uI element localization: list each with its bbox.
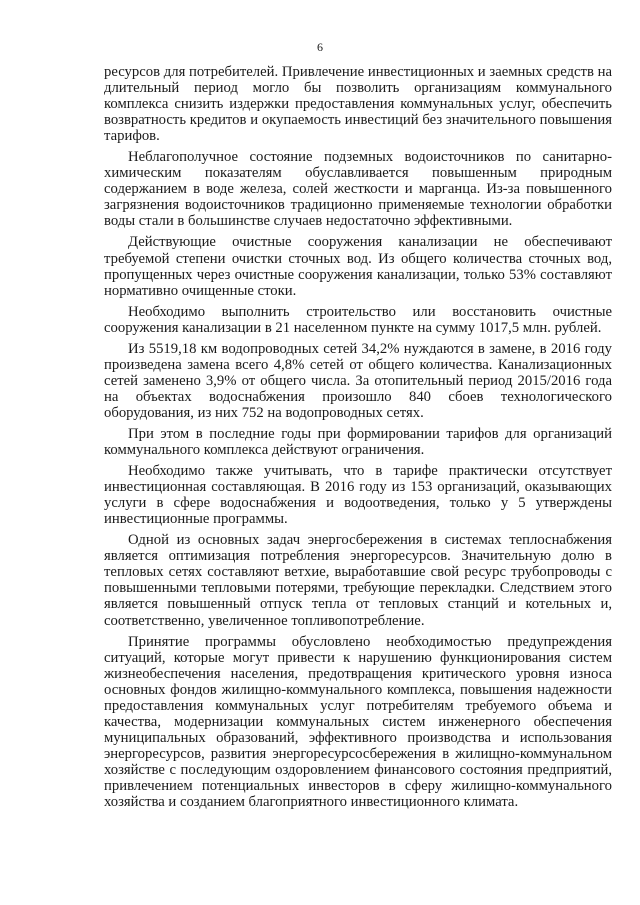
paragraph-continuation: ресурсов для потребителей. Привлечение инвестиционных и заемных средств на длительный период могло бы позволить организациям коммунального комплекса снизить издержки предоставления коммунальных услуг, обеспечить возвратность кредитов и окупаемость инвестиций без значительного повышения тарифов. xyxy=(104,64,612,145)
paragraph-tariff-limits: При этом в последние годы при формировании тарифов для организаций коммунального комплекса действуют ограничения. xyxy=(104,425,612,459)
paragraph-networks: Из 5519,18 км водопроводных сетей 34,2% нуждаются в замене, в 2016 году произведена замена всего 4,8% сетей от общего количества. Канализационных сетей заменено 3,9% от общего числа. За отопительный период 2015/2016 года на объектах водоснабжения произошло 840 сбоев технологического оборудования, из них 752 на водопроводных сетях. xyxy=(104,340,612,421)
paragraph-construction-need: Необходимо выполнить строительство или восстановить очистные сооружения канализации в 21 населенном пункте на сумму 1017,5 млн. рублей. xyxy=(104,303,612,336)
document-body xyxy=(104,64,612,815)
paragraph-treatment-facilities: Действующие очистные сооружения канализации не обеспечивают требуемой степени очистки сточных вод. Из общего количества сточных вод, пропущенных через очистные сооружения канализации, только 53% составляют нормативно очищенные стоки. xyxy=(104,234,612,299)
paragraph-water-sources: Неблагополучное состояние подземных водоисточников по санитарно-химическим показателям обуславливается повышенным природным содержанием в воде железа, солей жесткости и марганца. Из-за повышенного загрязнения водоисточников традиционно применяемые технологии обработки воды стали в большинстве случаев недостаточно эффективными. xyxy=(104,149,612,230)
paragraph-investment-component: Необходимо также учитывать, что в тарифе практически отсутствует инвестиционная составляющая. В 2016 году из 153 организаций, оказывающих услуги в сфере водоснабжения и водоотведения, только у 5 утверждены инвестиционные программы. xyxy=(104,463,612,528)
page-number: 6 xyxy=(317,40,323,54)
paragraph-energy-saving: Одной из основных задач энергосбережения в системах теплоснабжения является оптимизация потребления энергоресурсов. Значительную долю в тепловых сетях составляют ветхие, выработавшие свой ресурс трубопроводы с повышенными тепловыми потерями, требующие перекладки. Следствием этого является повышенный отпуск тепла от тепловых станций и котельных и, соответственно, увеличенное топливопотребление. xyxy=(104,532,612,629)
paragraph-program-adoption: Принятие программы обусловлено необходимостью предупреждения ситуаций, которые могут привести к нарушению функционирования систем жизнеобеспечения населения, предотвращения критического уровня износа основных фондов жилищно-коммунального комплекса, повышения надежности предоставления коммунальных услуг потребителям требуемого объема и качества, модернизации коммунальных систем инженерного обеспечения муниципальных образований, эффективного производства и использования энергоресурсов, развития энергоресурсосбережения в жилищно-коммунальном хозяйстве с последующим оздоровлением финансового состояния предприятий, привлечением потенциальных инвесторов в сферу жилищно-коммунального хозяйства и созданием благоприятного инвестиционного климата. xyxy=(104,633,612,811)
